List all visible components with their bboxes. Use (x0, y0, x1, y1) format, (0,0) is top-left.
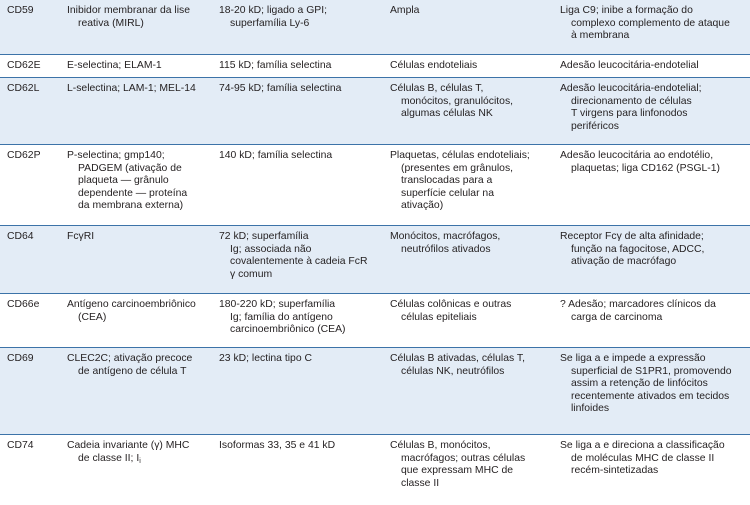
text-line: Células B, células T, (390, 83, 484, 94)
text-line: (CEA) (78, 311, 107, 323)
text-line (67, 453, 189, 469)
text-line: Ig; família do antígeno (230, 311, 333, 323)
subscript: i (139, 457, 141, 465)
text-line: P-selectina; gmp140; (67, 150, 165, 161)
text-line: FcγRI (67, 231, 95, 242)
molecule-name (67, 299, 196, 324)
table-row-cd66e (0, 294, 750, 348)
text-line: ? Adesão; marcadores clínicos da (560, 299, 716, 310)
molecule-function (560, 299, 716, 324)
text-line: 140 kD; família selectina (219, 150, 333, 161)
text-line: translocadas para a (401, 175, 493, 187)
text-line: reativa (MIRL) (78, 17, 144, 29)
text-line: Plaquetas, células endoteliais; (390, 150, 530, 161)
text-line: dependente — proteína (78, 187, 188, 199)
cell-expression (390, 5, 419, 18)
table-row-cd69 (0, 348, 750, 435)
text-line: 115 kD; família selectina (219, 60, 332, 71)
text-line: monócitos, granulócitos, (401, 95, 514, 107)
table-row-cd62e (0, 55, 750, 78)
cd-designation: CD62L (7, 83, 40, 94)
text-line: neutrófilos ativados (401, 243, 491, 255)
cell-expression (390, 150, 530, 213)
text-line: função na fagocitose, ADCC, (571, 243, 705, 255)
text-line: PADGEM (ativação de (78, 162, 182, 174)
text-line: γ comum (230, 268, 273, 280)
text-line: Ampla (390, 5, 420, 16)
text-line: direcionamento de células (571, 95, 692, 107)
molecule-name (67, 231, 94, 244)
text-line: E-selectina; ELAM-1 (67, 60, 162, 71)
text-line: 180-220 kD; superfamília (219, 299, 336, 310)
text-line: algumas células NK (401, 108, 493, 120)
molecule-function (560, 60, 699, 73)
text-line: Células B, monócitos, (390, 440, 491, 451)
text-line: 72 kD; superfamília (219, 231, 309, 242)
molecule-name (67, 83, 196, 96)
molecular-structure (219, 440, 335, 453)
text-line: Adesão leucocitária-endotelial (560, 60, 699, 71)
text-line: de antígeno de célula T (78, 365, 187, 377)
text-line: periféricos (571, 120, 619, 132)
text-line: plaqueta — grânulo (78, 175, 169, 187)
molecular-structure (219, 83, 341, 96)
text-line: recentemente ativados em tecidos (571, 390, 730, 402)
text-line: macrófagos; outras células (401, 452, 526, 464)
text-line: L-selectina; LAM-1; MEL-14 (67, 83, 196, 94)
molecule-name (67, 5, 190, 30)
cell-expression (390, 83, 513, 121)
text-line: carcinoembriônico (CEA) (230, 324, 346, 336)
text-line: Adesão leucocitária-endotelial; (560, 83, 702, 94)
text-line: Adesão leucocitária ao endotélio, (560, 150, 714, 161)
molecule-function (560, 5, 730, 43)
text-line: Inibidor membranar da lise (67, 5, 191, 16)
molecule-function (560, 231, 704, 269)
table-row-cd62l (0, 78, 750, 145)
text-line: Isoformas 33, 35 e 41 kD (219, 440, 336, 451)
molecular-structure (219, 150, 332, 163)
table-row-cd74 (0, 435, 750, 505)
cd-designation: CD66e (7, 299, 40, 310)
molecular-structure (219, 299, 346, 337)
text-fragment: de classe II; I (78, 452, 140, 464)
text-line: CLEC2C; ativação precoce (67, 353, 193, 364)
text-line: Receptor Fcγ de alta afinidade; (560, 231, 704, 242)
molecule-name (67, 60, 162, 73)
cd-designation: CD62P (7, 150, 41, 161)
text-line: 74-95 kD; família selectina (219, 83, 342, 94)
table-row-cd64 (0, 226, 750, 294)
table-row-cd62p (0, 145, 750, 226)
text-line: plaquetas; liga CD162 (PSGL-1) (571, 162, 721, 174)
text-line: ativação) (401, 200, 444, 212)
cell-expression (390, 353, 525, 378)
cell-expression (390, 440, 525, 490)
text-line: que expressam MHC de (401, 465, 514, 477)
cell-expression (390, 299, 511, 324)
cd-designation: CD62E (7, 60, 41, 71)
text-line: de moléculas MHC de classe II (571, 452, 715, 464)
text-line: da membrana externa) (78, 200, 184, 212)
text-line: ativação de macrófago (571, 256, 677, 268)
text-line: recém-sintetizadas (571, 465, 659, 477)
text-line: 18-20 kD; ligado a GPI; (219, 5, 328, 16)
molecular-structure (219, 5, 327, 30)
molecular-structure (219, 353, 312, 366)
text-line: carga de carcinoma (571, 311, 663, 323)
text-line: (presentes em grânulos, (401, 162, 514, 174)
text-line: Células endoteliais (390, 60, 478, 71)
cell-expression (390, 231, 500, 256)
text-line: células epiteliais (401, 311, 477, 323)
text-line: complexo complemento de ataque (571, 17, 730, 29)
text-line: Monócitos, macrófagos, (390, 231, 501, 242)
molecule-name (67, 150, 187, 213)
text-line: Células B ativadas, células T, (390, 353, 525, 364)
molecule-function (560, 150, 720, 175)
text-line: Liga C9; inibe a formação do (560, 5, 693, 16)
text-line: Se liga a e direciona a classificação (560, 440, 725, 451)
text-line: células NK, neutrófilos (401, 365, 505, 377)
text-line: Se liga a e impede a expressão (560, 353, 706, 364)
molecule-function (560, 440, 725, 478)
text-line: classe II (401, 477, 440, 489)
text-line: Células colônicas e outras (390, 299, 512, 310)
molecular-structure (219, 60, 331, 73)
text-line: covalentemente à cadeia FcR (230, 256, 368, 268)
cell-expression (390, 60, 477, 73)
text-line: Cadeia invariante (γ) MHC (67, 440, 190, 451)
text-line: superfície celular na (401, 187, 494, 199)
molecular-structure (219, 231, 367, 281)
text-line: à membrana (571, 30, 630, 42)
text-line: superficial de S1PR1, promovendo (571, 365, 732, 377)
cd-designation: CD64 (7, 231, 34, 242)
molecule-function (560, 83, 702, 133)
table-row-cd59 (0, 0, 750, 55)
cd-designation: CD59 (7, 5, 34, 16)
molecule-name (67, 353, 192, 378)
cd-designation: CD69 (7, 353, 34, 364)
text-line: assim a retenção de linfócitos (571, 378, 708, 390)
cd-designation: CD74 (7, 440, 34, 451)
molecule-name (67, 440, 189, 468)
molecule-function (560, 353, 732, 416)
text-line: superfamília Ly-6 (230, 17, 310, 29)
text-line: 23 kD; lectina tipo C (219, 353, 312, 364)
text-line: T virgens para linfonodos (571, 108, 688, 120)
text-line: Antígeno carcinoembriônico (67, 299, 196, 310)
text-line: Ig; associada não (230, 243, 312, 255)
text-line: linfoides (571, 403, 610, 415)
